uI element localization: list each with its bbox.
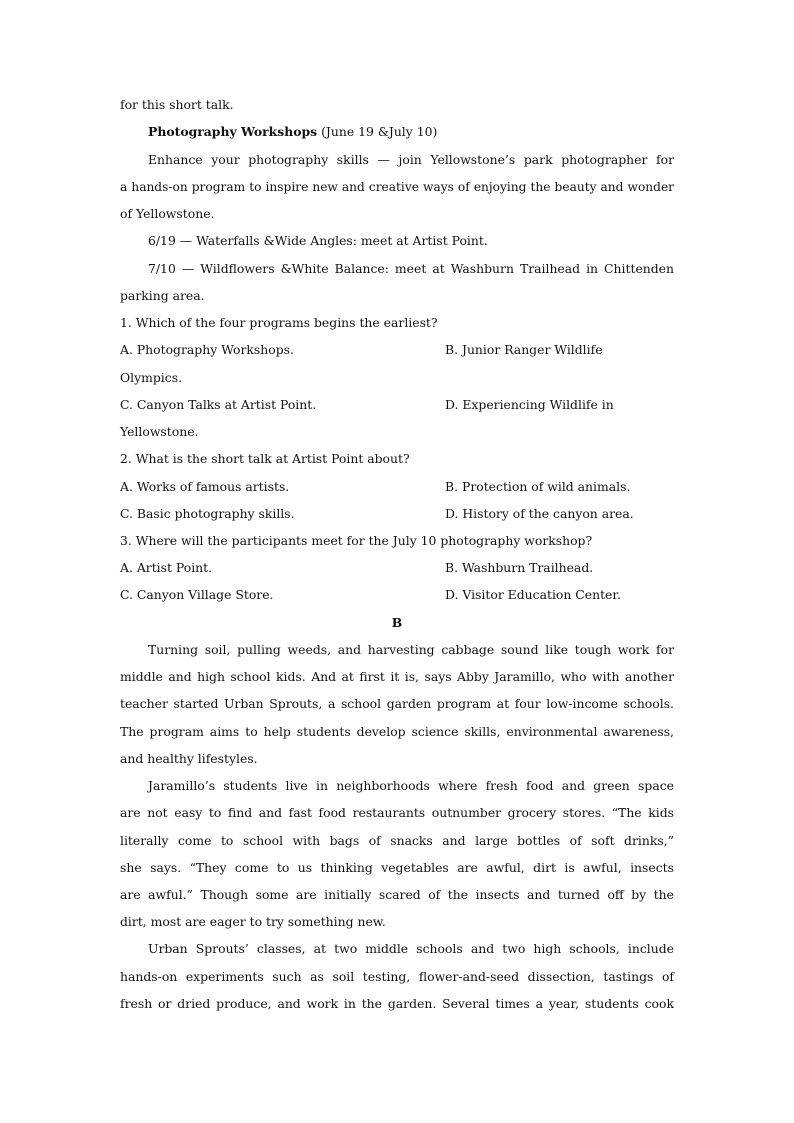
question-option: A. Photography Workshops. — [120, 342, 294, 357]
workshop-title: Photography Workshops — [148, 124, 318, 139]
intro-tail-line: for this short talk. — [120, 97, 234, 112]
question-option: B. Junior Ranger Wildlife — [445, 342, 603, 357]
passage-line: teacher started Urban Sprouts, a school garden program at four low-income schools. — [120, 696, 674, 711]
question-option: D. Visitor Education Center. — [445, 587, 621, 602]
question-option: D. Experiencing Wildlife in — [445, 397, 614, 412]
passage-line: dirt, most are eager to try something new. — [120, 914, 386, 929]
schedule-line: 7/10 — Wildflowers &White Balance: meet at Washburn Trailhead in Chittenden — [148, 261, 674, 276]
question-option-wrap: Olympics. — [120, 370, 183, 385]
workshop-para-line: of Yellowstone. — [120, 206, 215, 221]
question-option-wrap: Yellowstone. — [120, 424, 199, 439]
workshop-dates: (June 19 &July 10) — [317, 124, 438, 139]
passage-line: she says. “They come to us thinking vegetables are awful, dirt is awful, insects — [120, 860, 674, 875]
question-option: C. Basic photography skills. — [120, 506, 295, 521]
passage-line: The program aims to help students develop science skills, environmental awareness, — [120, 724, 674, 739]
section-heading-b: B — [391, 615, 403, 630]
passage-line: fresh or dried produce, and work in the garden. Several times a year, students cook — [120, 996, 674, 1011]
question-option: A. Artist Point. — [120, 560, 213, 575]
passage-line: and healthy lifestyles. — [120, 751, 258, 766]
passage-line: are awful.” Though some are initially scared of the insects and turned off by the — [120, 887, 674, 902]
workshop-para-line: Enhance your photography skills — join Yellowstone’s park photographer for — [148, 152, 674, 167]
question-option: B. Washburn Trailhead. — [445, 560, 594, 575]
question-option: B. Protection of wild animals. — [445, 479, 631, 494]
schedule-line: 6/19 — Waterfalls &Wide Angles: meet at Artist Point. — [148, 233, 488, 248]
workshop-heading — [148, 123, 674, 141]
passage-line: are not easy to find and fast food restaurants outnumber grocery stores. “The kids — [120, 805, 674, 820]
passage-line: Jaramillo’s students live in neighborhoods where fresh food and green space — [148, 778, 674, 793]
question-stem: 1. Which of the four programs begins the earliest? — [120, 315, 438, 330]
passage-line: hands-on experiments such as soil testing, flower-and-seed dissection, tastings of — [120, 969, 674, 984]
question-option: C. Canyon Talks at Artist Point. — [120, 397, 317, 412]
schedule-line: parking area. — [120, 288, 205, 303]
passage-line: literally come to school with bags of snacks and large bottles of soft drinks,” — [120, 833, 674, 848]
question-stem: 3. Where will the participants meet for the July 10 photography workshop? — [120, 533, 593, 548]
question-option: A. Works of famous artists. — [120, 479, 290, 494]
passage-line: middle and high school kids. And at first it is, says Abby Jaramillo, who with another — [120, 669, 674, 684]
workshop-para-line: a hands-on program to inspire new and creative ways of enjoying the beauty and wonder — [120, 180, 674, 194]
question-stem: 2. What is the short talk at Artist Point about? — [120, 451, 410, 466]
passage-line: Urban Sprouts’ classes, at two middle schools and two high schools, include — [148, 941, 674, 956]
passage-line: Turning soil, pulling weeds, and harvesting cabbage sound like tough work for — [148, 642, 674, 657]
question-option: C. Canyon Village Store. — [120, 587, 274, 602]
question-option: D. History of the canyon area. — [445, 506, 634, 521]
